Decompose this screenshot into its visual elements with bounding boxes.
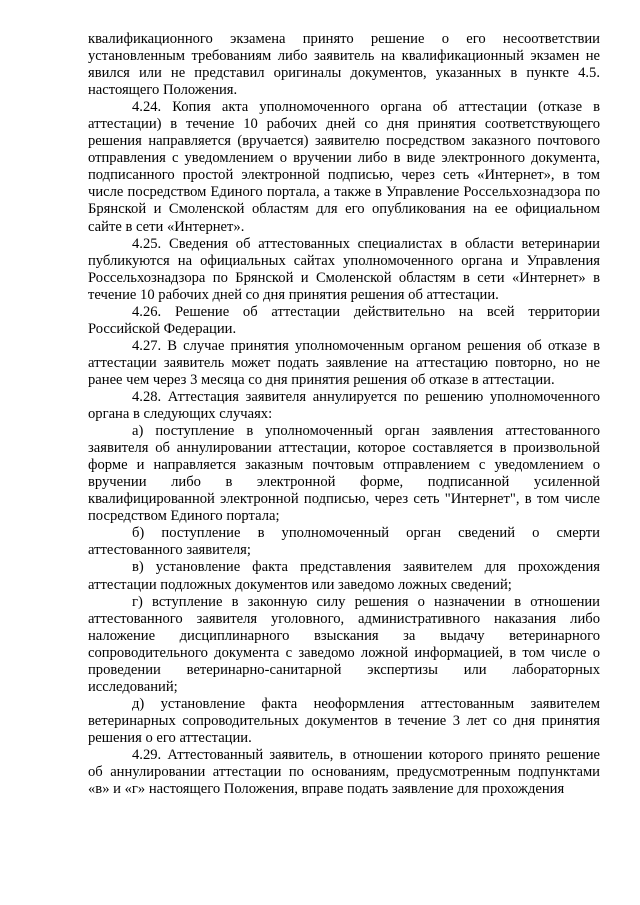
paragraph-4-26: 4.26. Решение об аттестации действительно на всей территории Российской Федерации. [88,303,600,337]
paragraph-4-27: 4.27. В случае принятия уполномоченным органом решения об отказе в аттестации заявитель может подать заявление на аттестацию повторно, но не ранее чем через 3 месяца со дня принятия решения об отказе в аттестации. [88,337,600,388]
subparagraph-b: б) поступление в уполномоченный орган сведений о смерти аттестованного заявителя; [88,525,600,559]
paragraph-4-24: 4.24. Копия акта уполномоченного органа об аттестации (отказе в аттестации) в течение 10 рабочих дней со дня принятия соответствующего решения направляется (вручается) заявителю посредством заказного почтового отправления с уведомлением о вручении либо в виде электронного документа, подписанного простой электронной подписью, через сеть «Интернет», в том числе посредством Единого портала, а также в Управление Россельхознадзора по Брянской и Смоленской областям для его опубликования на ее официальном сайте в сети «Интернет». [88,99,600,235]
subparagraph-g: г) вступление в законную силу решения о назначении в отношении аттестованного заявителя уголовного, административного наказания либо наложение дисциплинарного взыскания за выдачу ветеринарного сопроводительного документа с заведомо ложной информацией, в том числе о проведении ветеринарно-санитарной экспертизы или лабораторных исследований; [88,593,600,695]
subparagraph-d: д) установление факта неоформления аттестованным заявителем ветеринарных сопроводительных документов в течение 3 лет со дня принятия решения о его аттестации. [88,695,600,746]
paragraph-4-29: 4.29. Аттестованный заявитель, в отношении которого принято решение об аннулировании аттестации по основаниям, предусмотренным подпунктами «в» и «г» настоящего Положения, вправе подать заявление для прохождения [88,746,600,798]
document-page [88,31,600,798]
paragraph-continuation: квалификационного экзамена принято решение о его несоответствии установленным требованиям либо заявитель на квалификационный экзамен не явился или не представил оригиналы документов, указанных в пункте 4.5. настоящего Положения. [88,31,600,99]
subparagraph-v: в) установление факта представления заявителем для прохождения аттестации подложных документов или заведомо ложных сведений; [88,559,600,593]
paragraph-4-28: 4.28. Аттестация заявителя аннулируется по решению уполномоченного органа в следующих случаях: [88,388,600,423]
paragraph-4-25: 4.25. Сведения об аттестованных специалистах в области ветеринарии публикуются на официальных сайтах уполномоченного органа и Управления Россельхознадзора по Брянской и Смоленской областям в сети «Интернет» в течение 10 рабочих дней со дня принятия решения об аттестации. [88,235,600,303]
subparagraph-a: а) поступление в уполномоченный орган заявления аттестованного заявителя об аннулировании аттестации, которое составляется в произвольной форме и направляется заказным почтовым отправлением с уведомлением о вручении либо в электронной форме, подписанной усиленной квалифицированной электронной подписью, через сеть "Интернет", в том числе посредством Единого портала; [88,423,600,525]
